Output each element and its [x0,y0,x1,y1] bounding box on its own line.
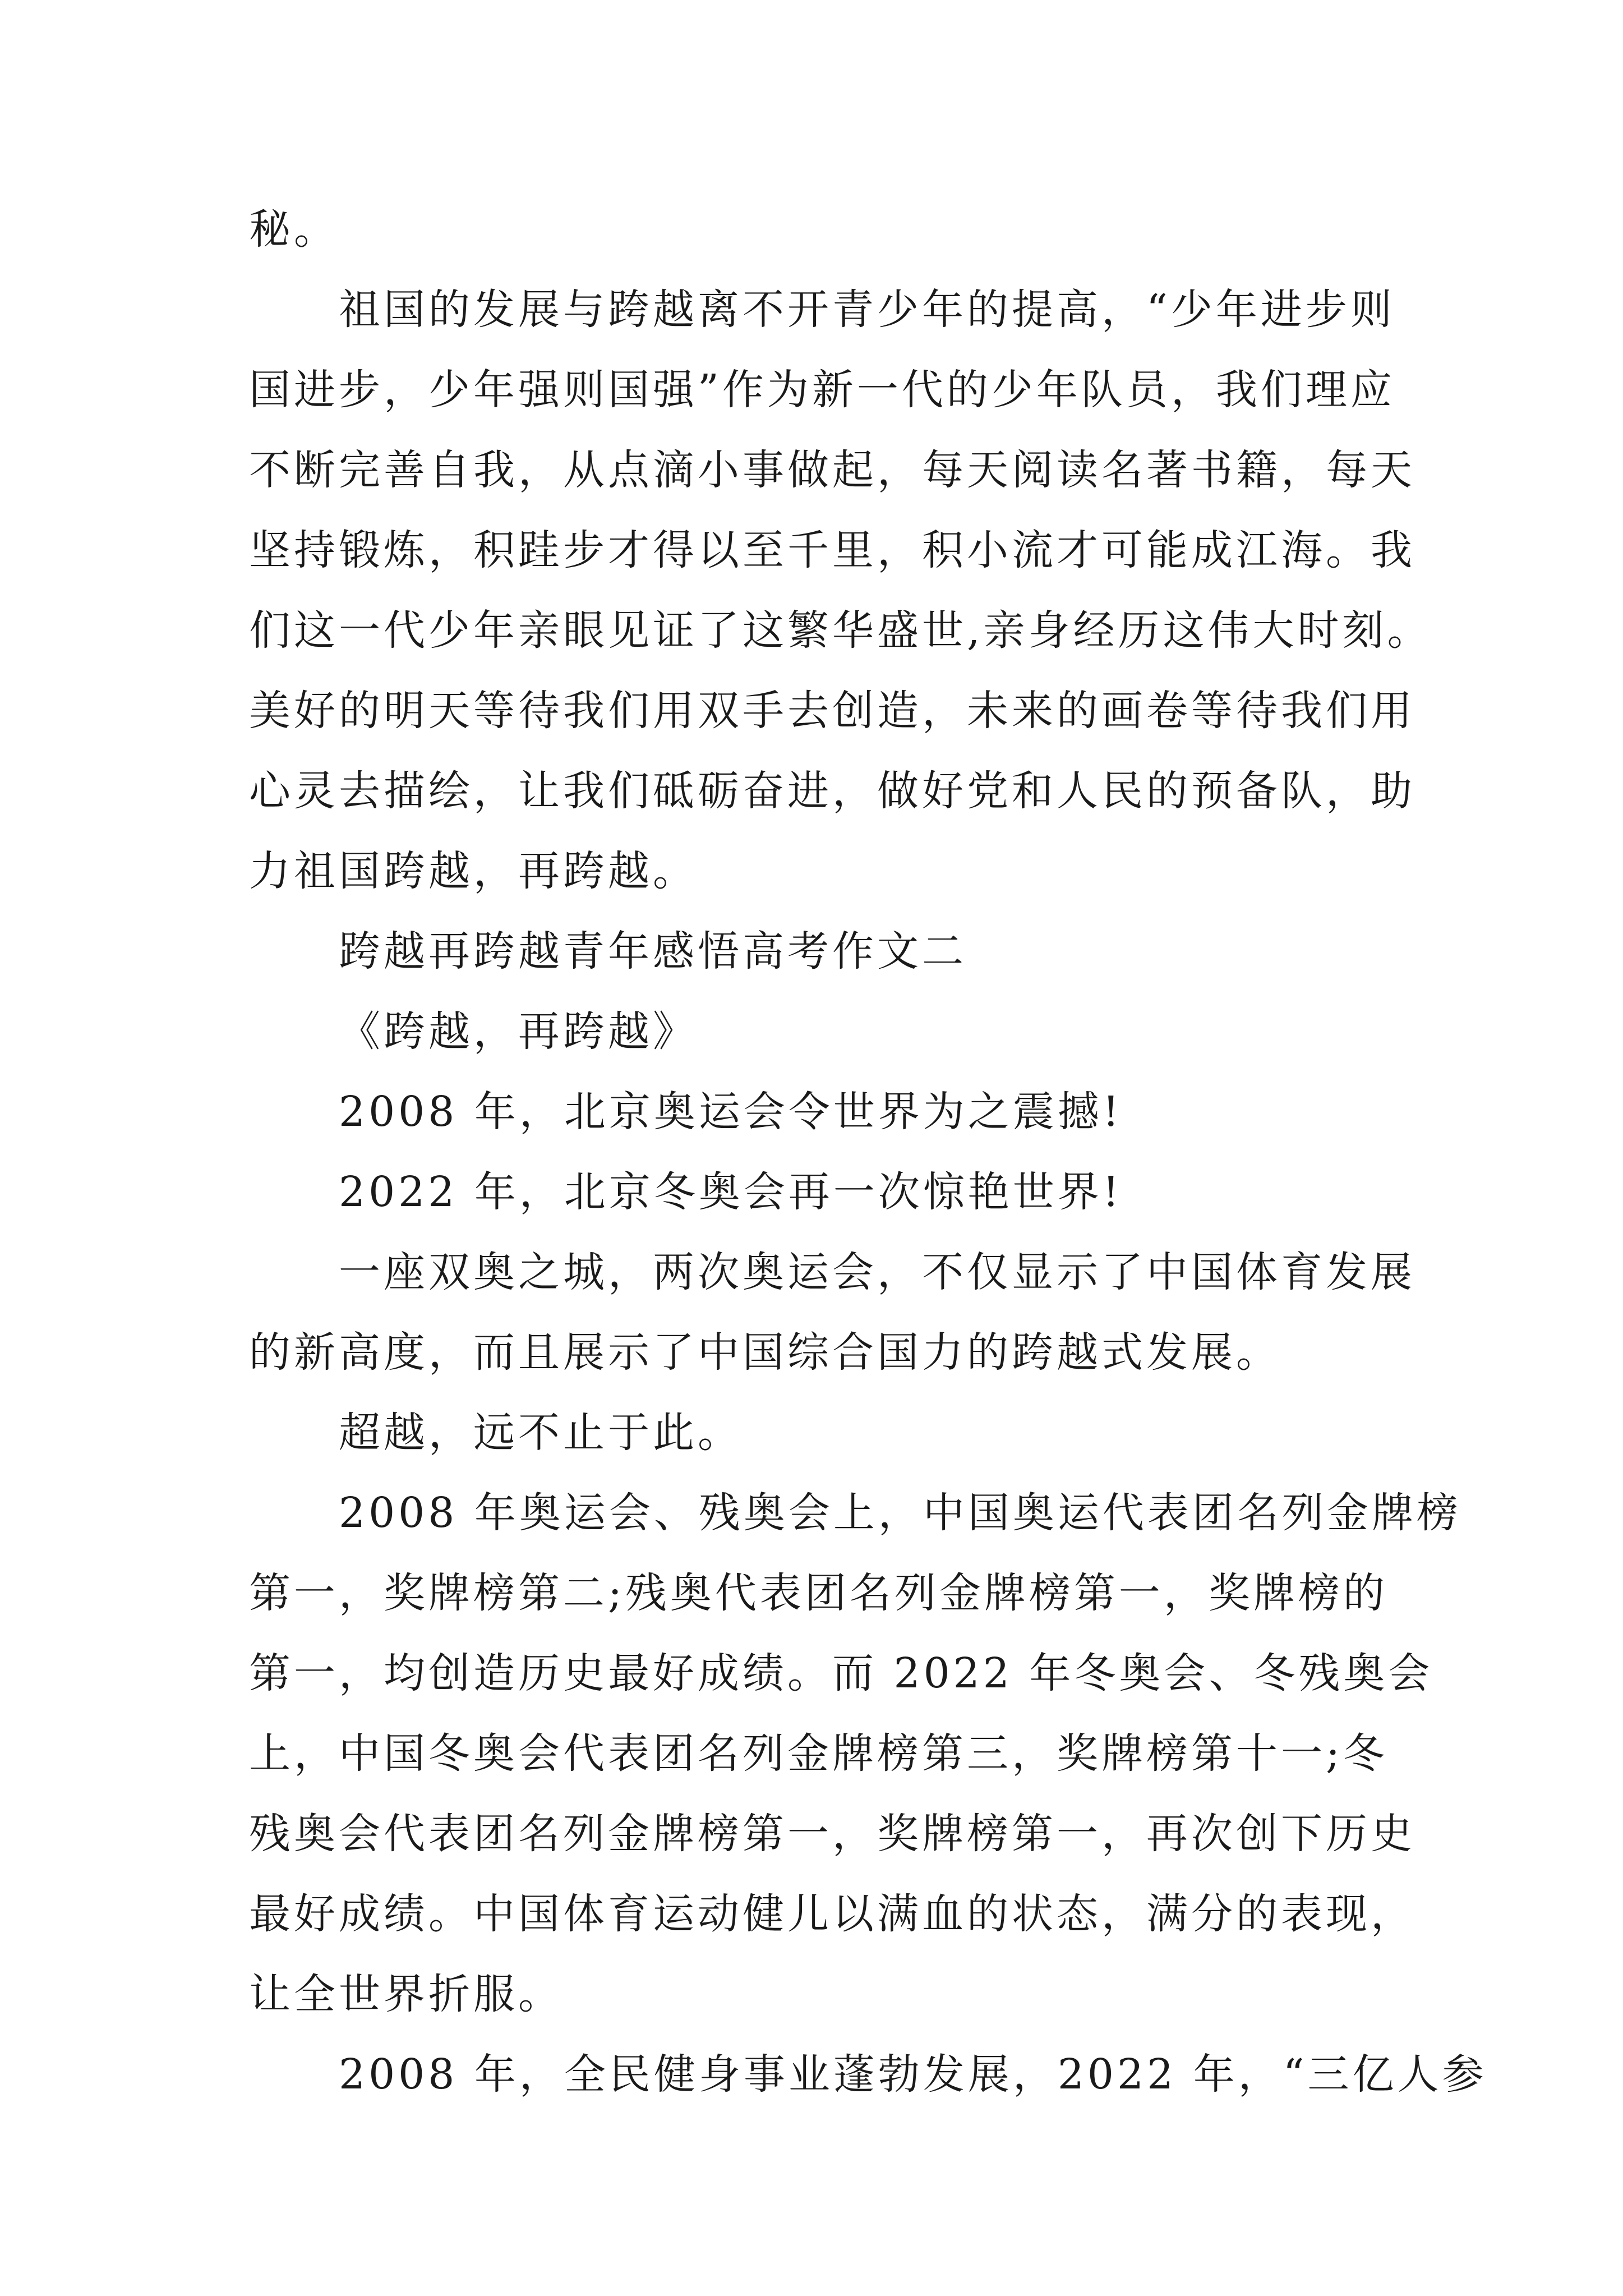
text-line: 们这一代少年亲眼见证了这繁华盛世,亲身经历这伟大时刻。 [249,606,1432,655]
document-body [249,190,1487,2115]
text-line: 最好成绩。中国体育运动健儿以满血的状态，满分的表现， [249,1890,1415,1938]
text-line: 2022 年，北京冬奥会再一次惊艳世界! [339,1168,1123,1216]
essay-title: 《跨越，再跨越》 [339,1007,698,1056]
text-line: 国进步，少年强则国强”作为新一代的少年队员，我们理应 [249,366,1395,414]
text-line: 2008 年，北京奥运会令世界为之震撼! [339,1088,1123,1136]
text-line: 心灵去描绘，让我们砥砺奋进，做好党和人民的预备队，助 [249,767,1415,815]
text-line: 祖国的发展与跨越离不开青少年的提高，“少年进步则 [339,286,1395,334]
text-line: 秘。 [249,205,339,254]
text-line: 不断完善自我，从点滴小事做起，每天阅读名著书籍，每天 [249,446,1415,494]
text-line: 第一，均创造历史最好成绩。而 2022 年冬奥会、冬残奥会 [249,1649,1433,1697]
text-line: 上，中国冬奥会代表团名列金牌榜第三，奖牌榜第十一;冬 [249,1729,1388,1778]
text-line: 坚持锻炼，积跬步才得以至千里，积小流才可能成江海。我 [249,526,1415,574]
text-line: 第一，奖牌榜第二;残奥代表团名列金牌榜第一，奖牌榜的 [249,1569,1388,1617]
text-line: 让全世界折服。 [249,1970,563,2018]
text-line: 的新高度，而且展示了中国综合国力的跨越式发展。 [249,1328,1281,1377]
text-line: 力祖国跨越，再跨越。 [249,847,698,895]
text-line: 2008 年，全民健身事业蓬勃发展，2022 年，“三亿人参 [339,2050,1487,2099]
text-line: 残奥会代表团名列金牌榜第一，奖牌榜第一，再次创下历史 [249,1810,1415,1858]
section-heading: 跨越再跨越青年感悟高考作文二 [339,927,967,976]
text-line: 超越，远不止于此。 [339,1409,743,1457]
text-line: 一座双奥之城，两次奥运会，不仅显示了中国体育发展 [339,1248,1415,1296]
text-line: 美好的明天等待我们用双手去创造，未来的画卷等待我们用 [249,687,1415,735]
text-line: 2008 年奥运会、残奥会上，中国奥运代表团名列金牌榜 [339,1489,1461,1537]
